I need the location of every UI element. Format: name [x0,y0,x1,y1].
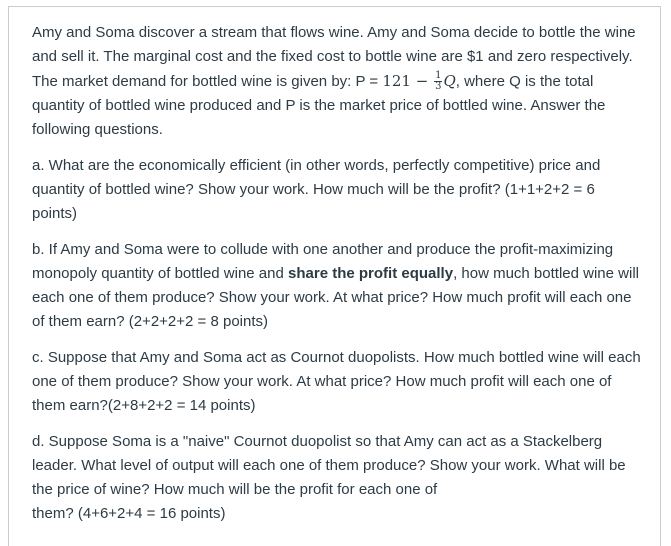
question-b-start: b. If Amy and Soma were to collude with one another and produce the profit-maximizing monopoly quantity of bottled wine and [32,241,614,282]
question-panel [8,6,661,546]
equation-variable: Q [443,72,456,90]
question-b-emphasis: share the profit equally [288,265,454,282]
intro-text-start: Amy and Soma discover a stream that flows wine. Amy and Soma decide to bottle the wine and sell it. The marginal cost and the fixed cost to bottle wine are $1 and zero respectively. The market demand for bottled wine is given by: P = [32,24,636,90]
demand-equation [382,69,456,92]
fraction-numerator: 1 [435,69,442,81]
intro-text-end: , where Q is the total quantity of bottled wine produced and P is the market price of bottled wine. Answer the following questions. [32,73,606,138]
question-content [32,21,642,538]
intro-paragraph [32,21,642,142]
question-b [32,238,642,334]
question-d [32,430,642,526]
equation-fraction [434,71,442,92]
question-c: c. Suppose that Amy and Soma act as Cournot duopolists. How much bottled wine will each one of them produce? Show your work. At what price? How much profit will each one of them earn?(2+8+2+2 = 14 points) [32,349,641,414]
question-d-line2: them? (4+6+2+4 = 16 points) [32,505,226,522]
question-a: a. What are the economically efficient (in other words, perfectly competitive) price and quantity of bottled wine? Show your work. How much will be the profit? (1+1+2+2 = 6 points) [32,157,601,222]
question-b-end: , how much bottled wine will each one of them produce? Show your work. At what price? How much profit will each one of them earn? (2+2+2+2 = 8 points) [32,265,639,330]
equation-constant: 121 − [382,72,434,90]
question-d-line1: d. Suppose Soma is a "naive" Cournot duopolist so that Amy can act as a Stackelberg leader. What level of output will each one of them produce? Show your work. What will be the price of wine? How much will be the profit for each one of [32,433,626,498]
fraction-denominator: 3 [435,80,442,92]
